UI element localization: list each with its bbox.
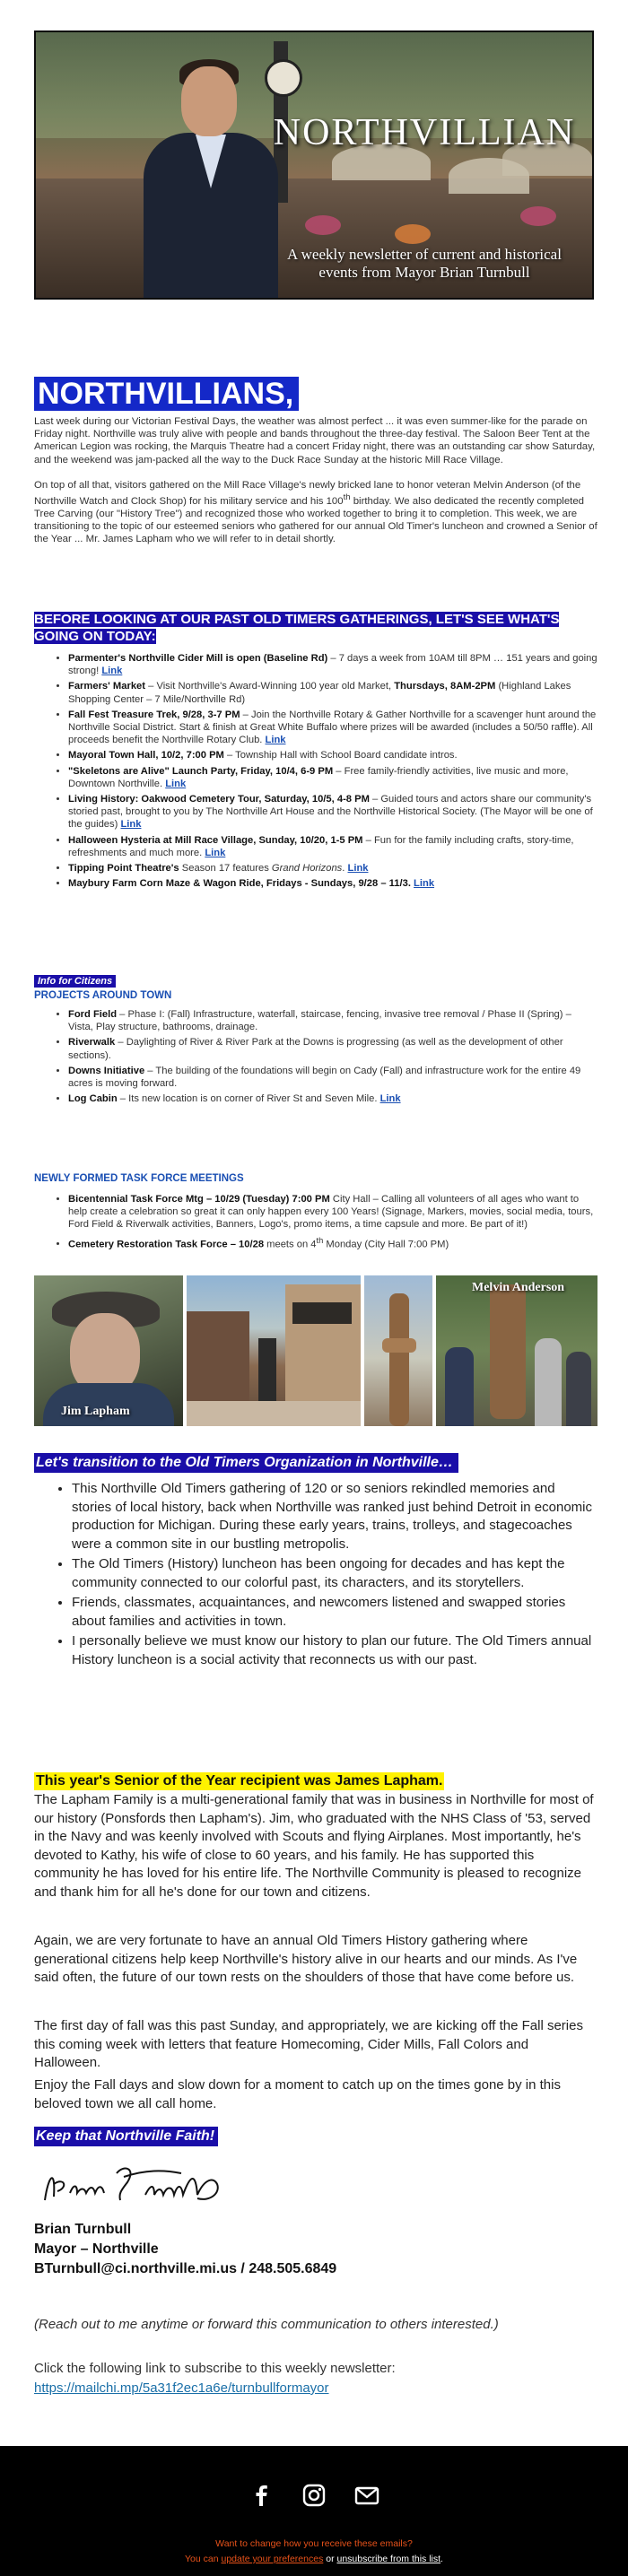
melvin-anderson-photo [436,1275,597,1426]
event-link[interactable]: Link [120,819,142,831]
footer-links: You can update your preferences or unsubscribe from this list. [185,2554,443,2564]
jim-lapham-photo [34,1275,183,1426]
instagram-icon[interactable] [301,2482,327,2509]
events-list [34,652,597,890]
old-timers-list [34,1480,597,1669]
event-link[interactable]: Link [265,735,286,746]
event-link[interactable]: Link [205,847,226,858]
newsletter-title: NORTHVILLIAN [273,112,576,153]
list-item: • I personally believe we must know our history to plan our future. The Old Timers annual History luncheon is a social activity that reconnects us with our past. [72,1632,597,1669]
senior-of-year-heading: This year's Senior of the Year recipient was James Lapham. [36,1773,443,1788]
subscribe-link[interactable]: https://mailchi.mp/5a31f2ec1a6e/turnbullformayor [34,2380,329,2396]
list-item: • Downs Initiative – The building of the foundations will begin on Cady (Fall) and infrastructure work for the entire 49 acres is moving forward. [68,1065,597,1090]
fall-paragraph: The first day of fall was this past Sunday, and appropriately, we are kicking off the Fall series this coming week with letters that feature Homecoming, Cider Mills, Fall Colors and Halloween. [34,2018,583,2070]
old-timers-section [34,1480,597,1671]
caption-melvin-anderson: Melvin Anderson [472,1281,565,1294]
reach-out-note: (Reach out to me anytime or forward this communication to others interested.) [34,2317,499,2332]
enjoy-paragraph: Enjoy the Fall days and slow down for a moment to catch up on the times gone by in this beloved town we all call home. [34,2077,561,2111]
list-item: • "Skeletons are Alive" Launch Party, Friday, 10/4, 6-9 PM – Free family-friendly activities, live music and more, Downtown Northville. Link [68,765,597,790]
task-force-heading: NEWLY FORMED TASK FORCE MEETINGS [34,1173,244,1184]
footer-question: Want to change how you receive these emails? [215,2538,413,2549]
event-link[interactable]: Link [414,878,435,890]
list-item: • Tipping Point Theatre's Season 17 features Grand Horizons. Link [68,862,597,875]
event-link[interactable]: Link [165,778,187,789]
update-preferences-link[interactable]: update your preferences [221,2554,324,2564]
old-timers-heading: Let's transition to the Old Timers Organization in Northville… [34,1453,458,1473]
signature-image [38,2157,235,2209]
fortunate-paragraph: Again, we are very fortunate to have an annual Old Timers History gathering where generational citizens help keep Northville's history alive in our hearts and our minds. As I've said often, the future of our town rests on the shoulders of those that have come before us. [34,1933,578,1985]
keep-faith-heading: Keep that Northville Faith! [34,2127,218,2146]
tree-carving-photo [364,1275,432,1426]
subscribe-text: Click the following link to subscribe to this weekly newsletter: [34,2361,396,2376]
project-link[interactable]: Link [379,1093,401,1105]
list-item: • Friends, classmates, acquaintances, and newcomers listened and swapped stories about families and activities in town. [72,1594,597,1631]
list-item: • Halloween Hysteria at Mill Race Village, Sunday, 10/20, 1-5 PM – Fun for the family including crafts, story-time, refreshments and much more. Link [68,834,597,859]
projects-section [34,1008,597,1108]
list-item: • Bicentennial Task Force Mtg – 10/29 (Tuesday) 7:00 PM City Hall – Calling all volunteers of all ages who want to help create a celebration so great it can only happen every 100 Years! (Signage, Markers, movies, social media, tours, Ford Field & Riverwalk activities, Banners, Logo's, promo items, a time capsule and more. Be part of it!) [68,1193,597,1231]
senior-paragraph: The Lapham Family is a multi-generational family that was in business in Northville for most of our history (Ponsfords then Lapham's). Jim, who graduated with the NHS Class of '53, served in the Navy and was keenly involved with Scouts and flying Airplanes. Most importantly, he's devoted to Kathy, his wife of close to 60 years, and his family. He has supported this community he has loved for his entire life. The Northville Community is pleased to recognize and thank him for all he's done for our town and citizens. [34,1792,594,1900]
sender-title: Mayor – Northville [34,2241,159,2257]
list-item: • Farmers' Market – Visit Northville's Award-Winning 100 year old Market, Thursdays, 8AM-2PM (Highland Lakes Shopping Center – 7 Mile/Northville Rd) [68,680,597,705]
list-item: • Ford Field – Phase I: (Fall) Infrastructure, waterfall, staircase, fencing, invasive tree removal / Phase II (Spring) – Vista, Play structure, bathrooms, drainage. [68,1008,597,1033]
list-item: • The Old Timers (History) luncheon has been ongoing for decades and has kept the community connected to our colorful past, its characters, and its storytellers. [72,1555,597,1592]
event-link[interactable]: Link [347,863,369,875]
task-force-section [34,1193,597,1254]
info-tag: Info for Citizens [34,975,116,988]
footer [0,2446,628,2576]
intro-paragraph-1: Last week during our Victorian Festival Days, the weather was almost perfect ... it was even summer-like for the parade on Friday night. Northville was truly alive with people and bands throughout the three-day festival. The Saloon Beer Tent at the American Legion was rocking, the Marquis Theatre had a concert Friday night, there was an outstanding car show Saturday, and the weekend was jam-packed all the way to the Duck Race Sunday at the historic Mill Race Village. [34,416,596,466]
sender-contact[interactable]: BTurnbull@ci.northville.mi.us / 248.505.6849 [34,2261,337,2276]
list-item: • Fall Fest Treasure Trek, 9/28, 3-7 PM – Join the Northville Rotary & Gather Northville for a scavenger hunt around the Northville Social District. Start & finish at Great White Buffalo where prizes will be awarded (includes a 50/50 raffle). All proceeds benefit the Northville Rotary Club. Link [68,709,597,747]
list-item: • Log Cabin – Its new location is on corner of River St and Seven Mile. Link [68,1092,597,1105]
photo-strip [34,1275,597,1426]
happenings-section [34,611,597,892]
facebook-icon[interactable] [248,2482,275,2509]
list-item: • Living History: Oakwood Cemetery Tour, Saturday, 10/5, 4-8 PM – Guided tours and actors share our community's storied past, brought to you by The Northville Art House and the Northville Historical Society. (The Mayor will be one of the guides) Link [68,793,597,831]
intro-paragraph-2: On top of all that, visitors gathered on the Mill Race Village's newly bricked lane to honor veteran Melvin Anderson (of the Northville Watch and Clock Shop) for his military service and his 100th birthday. We also dedicated the recently completed Tree Carving (our "History Tree") and recognized those who worked together to bring it to completion. This week, we are transitioning to the topic of our esteemed seniors who gathered for our annual Old Timer's luncheon and crowned a Senior of the Year ... Mr. James Lapham who we will refer to in detail shortly. [34,479,597,545]
list-item: • Mayoral Town Hall, 10/2, 7:00 PM – Township Hall with School Board candidate intros. [68,749,597,761]
newsletter-subtitle: A weekly newsletter of current and historical events from Mayor Brian Turnbull [287,246,562,281]
signature-block [34,2220,336,2279]
projects-heading: PROJECTS AROUND TOWN [34,990,172,1001]
list-item: • Riverwalk – Daylighting of River & River Park at the Downs is progressing (as well as the development of other sections). [68,1036,597,1061]
task-force-list [34,1193,597,1251]
mayor-photo [144,50,278,298]
downtown-photo [187,1275,361,1426]
greeting-heading: NORTHVILLIANS, [34,377,299,411]
happenings-heading: BEFORE LOOKING AT OUR PAST OLD TIMERS GATHERINGS, LET'S SEE WHAT'S GOING ON TODAY: [34,612,560,644]
list-item: • Cemetery Restoration Task Force – 10/28 meets on 4th Monday (City Hall 7:00 PM) [68,1234,597,1251]
email-icon[interactable] [353,2482,380,2509]
caption-jim-lapham: Jim Lapham [61,1405,130,1418]
projects-list [34,1008,597,1105]
event-link[interactable]: Link [101,666,123,677]
intro-text [34,415,597,559]
unsubscribe-link[interactable]: unsubscribe from this list [336,2554,441,2564]
list-item: • Parmenter's Northville Cider Mill is open (Baseline Rd) – 7 days a week from 10AM till 8PM … 151 years and going strong! Link [68,652,597,677]
list-item: • Maybury Farm Corn Maze & Wagon Ride, Fridays - Sundays, 9/28 – 11/3. Link [68,877,597,890]
sender-name: Brian Turnbull [34,2222,132,2237]
header-banner [34,30,594,300]
list-item: • This Northville Old Timers gathering of 120 or so seniors rekindled memories and stories of local history, back when Northville was ranked just behind Detroit in economic production for Michigan. During these early years, trains, trolleys, and stagecoaches were a common site in our bustling metropolis. [72,1480,597,1553]
